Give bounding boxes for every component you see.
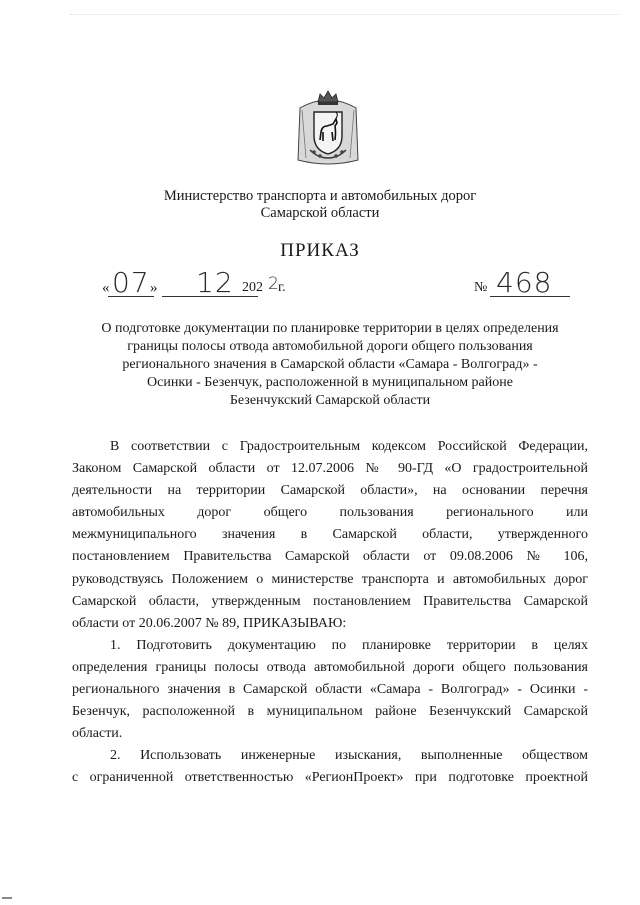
- order-month: 12: [196, 266, 234, 299]
- preamble-line: деятельности на территории Самарской области», на основании перечня: [72, 483, 588, 499]
- order-number-prefix: №: [474, 280, 488, 295]
- order-body: [72, 436, 588, 790]
- subject-line: О подготовке документации по планировке территории в целях определения: [101, 321, 559, 336]
- item2-line: 2. Использовать инженерные изыскания, выполненные обществом: [110, 748, 588, 764]
- subject-line: регионального значения в Самарской области «Самара - Волгоград» -: [122, 357, 538, 372]
- date-open-quote: «: [102, 280, 110, 296]
- order-date-number-row: [102, 268, 582, 298]
- order-subject: [80, 320, 580, 410]
- subject-line: Осинки - Безенчук, расположенной в муниципальном районе: [147, 375, 513, 390]
- preamble-line: В соответствии с Градостроительным кодексом Российской Федерации,: [110, 439, 588, 454]
- date-close-quote: »: [150, 280, 158, 296]
- scan-artifact: [70, 14, 620, 19]
- preamble-line: Самарской области, утвержденным постановлением Правительства Самарской: [72, 593, 588, 609]
- item1-line: области.: [72, 726, 123, 742]
- order-year-suffix: 2: [268, 274, 280, 294]
- item2-line: с ограниченной ответственностью «РегионПроект» при подготовке проектной: [72, 770, 588, 786]
- order-year-prefix: 202: [242, 280, 263, 295]
- preamble-line: постановлением Правительства Самарской области от 09.08.2006 № 106,: [72, 549, 588, 565]
- order-number: 468: [496, 266, 553, 299]
- preamble-line: Законом Самарской области от 12.07.2006 № 90-ГД «О градостроительной: [72, 461, 588, 477]
- document-type-title: ПРИКАЗ: [280, 240, 360, 261]
- preamble-line: руководствуясь Положением о министерстве транспорта и автомобильных дорог: [72, 571, 588, 587]
- order-day: 07: [112, 266, 150, 299]
- item1-line: определения границы полосы отвода автомобильной дороги общего пользования: [72, 659, 588, 675]
- preamble-line: области от 20.06.2007 № 89, ПРИКАЗЫВАЮ:: [72, 615, 347, 631]
- coat-of-arms-icon: [296, 88, 360, 168]
- preamble-line: автомобильных дорог общего пользования регионального или: [72, 505, 588, 521]
- preamble-line: межмуниципального значения в Самарской области, утвержденного: [72, 527, 588, 543]
- subject-line: границы полосы отвода автомобильной дороги общего пользования: [127, 339, 533, 354]
- item1-line: регионального значения в Самарской области «Самара - Волгоград» - Осинки -: [72, 682, 588, 698]
- ministry-name-line1: Министерство транспорта и автомобильных дорог: [163, 188, 477, 204]
- item1-line: Безенчук, расположенной в муниципальном районе Безенчукский Самарской: [72, 704, 588, 720]
- ministry-name-line2: Самарской области: [260, 205, 380, 221]
- scan-artifact: [2, 897, 12, 899]
- order-year-quote: г.: [278, 280, 286, 295]
- subject-line: Безенчукский Самарской области: [229, 393, 431, 408]
- item1-line: 1. Подготовить документацию по планировке территории в целях: [110, 637, 588, 653]
